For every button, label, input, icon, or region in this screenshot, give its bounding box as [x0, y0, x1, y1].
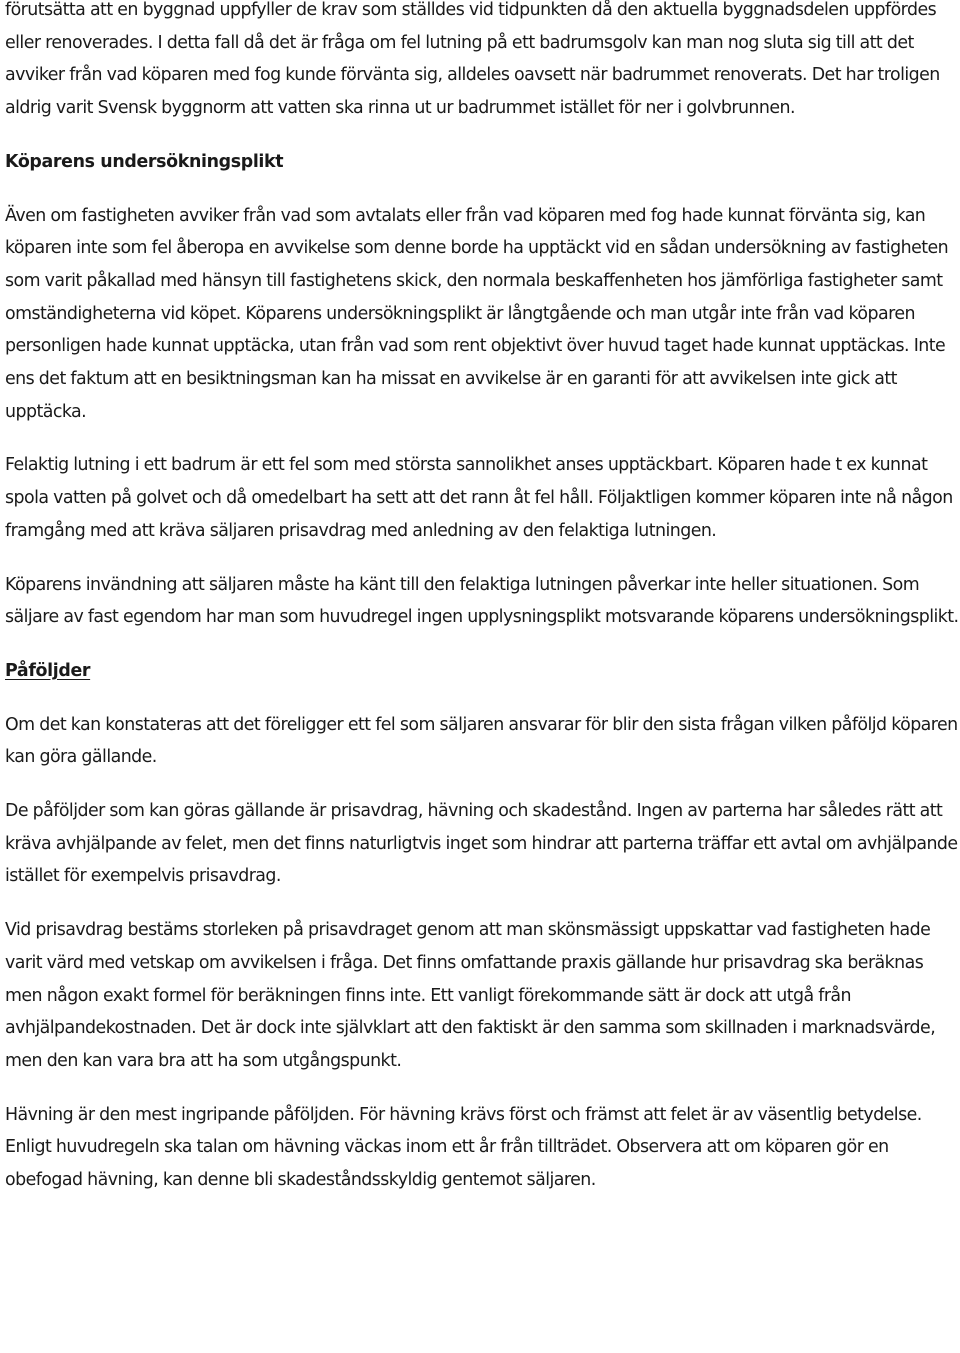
document-page	[5, 0, 960, 1197]
paragraph-price-reduction: Vid prisavdrag bestäms storleken på prisavdraget genom att man skönsmässigt uppskattar vad fastigheten hade varit värd med vetskap om avvikelsen i fråga. Det finns omfattande praxis gällande hur prisavdrag ska beräknas men någon exakt formel för beräkningen finns inte. Ett vanligt förekommande sätt är dock att utgå från avhjälpandekostnaden. Det är dock inte självklart att den faktiskt är den samma som skillnaden i marknadsvärde, men den kan vara bra att ha som utgångspunkt.	[5, 920, 936, 1071]
paragraph-available-remedies: De påföljder som kan göras gällande är prisavdrag, hävning och skadestånd. Ingen av parterna har således rätt att kräva avhjälpande av felet, men det finns naturligtvis inget som hindrar att parterna träffar ett avtal om avhjälpande istället för exempelvis prisavdrag.	[5, 801, 958, 887]
heading-remedies	[5, 655, 960, 688]
paragraph-incorrect-slope: Felaktig lutning i ett badrum är ett fel som med största sannolikhet anses upptäckbart. Köparen hade t ex kunnat spola vatten på golvet och då omedelbart ha sett att det rann åt fel håll. Följaktligen kommer köparen inte nå någon framgång med att kräva säljaren prisavdrag med anledning av den felaktiga lutningen.	[5, 455, 953, 541]
heading-buyer-inspection-duty: Köparens undersökningsplikt	[5, 151, 284, 172]
paragraph-rescission: Hävning är den mest ingripande påföljden. För hävning krävs först och främst att felet är av väsentlig betydelse. Enligt huvudregeln ska talan om hävning väckas inom ett år från tillträdet. Observera att om köparen gör en obefogad hävning, kan denne bli skadeståndsskyldig gentemot säljaren.	[5, 1104, 922, 1191]
paragraph-inspection-duty: Även om fastigheten avviker från vad som avtalats eller från vad köparen med fog hade kunnat förvänta sig, kan köparen inte som fel åberopa en avvikelse som denne borde ha upptäckt vid en sådan undersökning av fastigheten som varit påkallad med hänsyn till fastighetens skick, den normala beskaffenheten hos jämförliga fastigheter samt omständigheterna vid köpet. Köparens undersökningsplikt är långtgående och man utgår inte från vad köparen personligen hade kunnat upptäcka, utan från vad som rent objektivt över huvud taget hade kunnat upptäckas. Inte ens det faktum att en besiktningsman kan ha missat en avvikelse är en garanti för att avvikelsen inte gick att upptäcka.	[5, 205, 949, 422]
heading-remedies-text: Påföljder	[5, 660, 91, 681]
paragraph-building-standards: förutsätta att en byggnad uppfyller de krav som ställdes vid tidpunkten då den aktuella byggnadsdelen uppfördes eller renoverades. I detta fall då det är fråga om fel lutning på ett badrumsgolv kan man nog sluta sig till att det avviker från vad köparen med fog kunde förvänta sig, alldeles oavsett när badrummet renoverats. Det har troligen aldrig varit Svensk byggnorm att vatten ska rinna ut ur badrummet istället för ner i golvbrunnen.	[5, 0, 940, 119]
paragraph-remedy-question: Om det kan konstateras att det föreligger ett fel som säljaren ansvarar för blir den sista frågan vilken påföljd köparen kan göra gällande.	[5, 714, 958, 768]
paragraph-buyer-objection: Köparens invändning att säljaren måste ha känt till den felaktiga lutningen påverkar inte heller situationen. Som säljare av fast egendom har man som huvudregel ingen upplysningsplikt motsvarande köparens undersökningsplikt.	[5, 574, 959, 628]
